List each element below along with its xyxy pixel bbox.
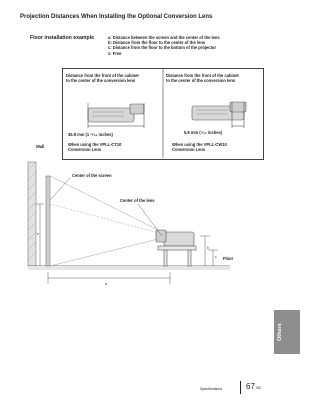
page-title: Projection Distances When Installing the Optional Conversion Lens [20, 14, 213, 20]
floor-shape [28, 266, 230, 270]
table-shape [158, 246, 196, 266]
panel-right-title: Distance from the front of the cabinet to the center of the conversion lens [166, 73, 239, 83]
projector-icon-left [88, 104, 144, 122]
dimension-x-label: x [37, 232, 39, 236]
page-number: 67 [246, 382, 255, 391]
projector-shape [156, 230, 194, 246]
screen-shape [46, 176, 50, 266]
screen-center-label: Center of the screen [72, 173, 112, 178]
section-tab-label: Others [277, 323, 283, 341]
wall-shape [28, 162, 36, 266]
footer-rule [240, 381, 241, 394]
legend-item-a: a: Distance between the screen and the center of the lens [108, 35, 220, 40]
footer-section: Specifications [200, 387, 223, 391]
dimension-b-label: b [207, 246, 209, 250]
panel-left-note: When using the VPLL-CT10 Conversion Lens [68, 142, 122, 152]
dimension-c-label: c [215, 255, 217, 259]
floor-label: Floor [223, 256, 234, 261]
leader-lines [50, 178, 162, 236]
lens-center-label: Center of the lens [120, 198, 155, 203]
language-code: GB [256, 386, 261, 390]
example-heading: Floor installation example [30, 35, 94, 41]
legend-item-b: b: Distance from the floor to the center of the lens [108, 40, 206, 46]
dimension-a-label: a [105, 282, 107, 286]
legend-item-c: c: Distance from the floor to the bottom of the projector [108, 45, 217, 51]
panel-right-measure: 5.8 mm (⁷⁄₃₂ inches) [184, 130, 223, 135]
panel-left-measure: 35.8 mm (1 ¹³⁄₃₂ inches) [68, 132, 113, 137]
panel-right-note: When using the VPLL-CW10 Conversion Lens [172, 142, 227, 152]
legend-item-x: x: Free [108, 50, 122, 56]
projection-beam [50, 176, 170, 266]
wall-label: Wall [36, 144, 45, 149]
projector-icon-right [192, 102, 246, 120]
panel-left-title: Distance from the front of the cabinet to the center of the conversion lens [66, 73, 139, 83]
